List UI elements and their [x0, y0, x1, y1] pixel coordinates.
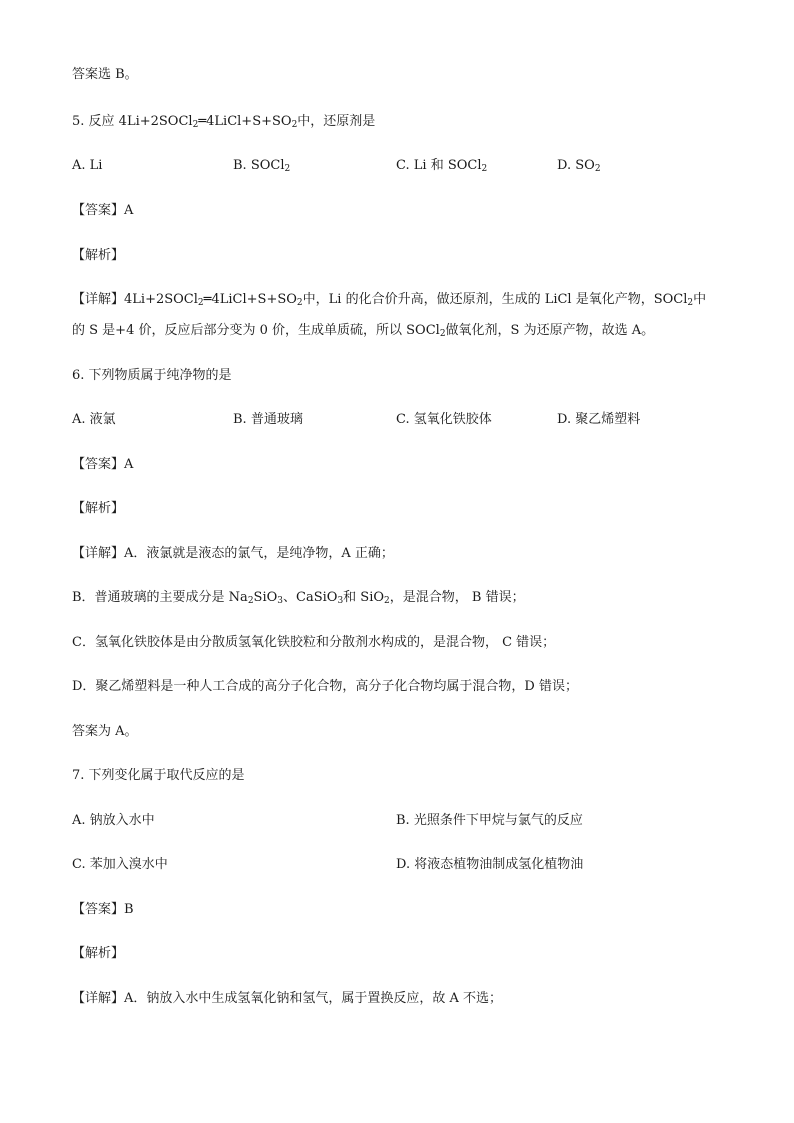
q6-analysis-heading: 【解析】 — [72, 501, 125, 516]
q6-option-b: B. 普通玻璃 — [233, 412, 303, 427]
q7-option-a: A. 钠放入水中 — [72, 813, 155, 828]
q6-detail-a: 【详解】A．液氯就是液态的氯气，是纯净物，A 正确； — [72, 546, 394, 561]
q6-stem: 6. 下列物质属于纯净物的是 — [72, 368, 232, 383]
q6-detail-c: C．氢氧化铁胶体是由分散质氢氧化铁胶粒和分散剂水构成的，是混合物， C 错误； — [72, 635, 556, 650]
q6-option-d: D. 聚乙烯塑料 — [557, 412, 641, 427]
q7-answer: 【答案】B — [72, 902, 134, 917]
q7-option-d: D. 将液态植物油制成氢化植物油 — [396, 857, 584, 872]
q6-number: 6. — [72, 368, 85, 383]
q7-stem: 7. 下列变化属于取代反应的是 — [72, 768, 245, 783]
q6-option-a: A. 液氯 — [72, 412, 116, 427]
q7-option-c: C. 苯加入溴水中 — [72, 857, 168, 872]
q6-detail-d: D．聚乙烯塑料是一种人工合成的高分子化合物，高分子化合物均属于混合物，D 错误； — [72, 679, 578, 694]
detail-tag: 【详解】 — [72, 292, 125, 307]
q6-option-c: C. 氢氧化铁胶体 — [396, 412, 492, 427]
q5-option-b: B. SOCl$_2$ — [233, 158, 291, 174]
q5-number: 5. — [72, 114, 85, 129]
q6-detail-b: B．普通玻璃的主要成分是 $Na_2SiO_3$、CaSiO$_3$和 SiO$_2$，是混合物， B 错误； — [72, 590, 525, 606]
q7-analysis-heading: 【解析】 — [72, 946, 125, 961]
q6-answer: 【答案】A — [72, 457, 134, 472]
q5-option-a: A. Li — [72, 158, 103, 173]
answer-tag: 【答案】 — [72, 203, 125, 218]
q5-answer: 【答案】A — [72, 203, 134, 218]
q5-analysis-heading: 【解析】 — [72, 248, 125, 263]
q5-detail-line-2: 的 S 是+4 价，反应后部分变为 0 价，生成单质硫，所以 SOCl$_2$做氧化剂，S 为还原产物，故选 A。 — [72, 323, 655, 339]
q5-detail-line-1: 【详解】$4Li+2SOCl_2═4LiCl+S+SO_2$中，Li 的化合价升高，做还原剂，生成的 LiCl 是氧化产物，SOCl$_2$中 — [72, 292, 707, 308]
q7-option-b: B. 光照条件下甲烷与氯气的反应 — [396, 813, 583, 828]
q7-number: 7. — [72, 768, 85, 783]
prev-answer-conclusion: 答案选 B。 — [72, 67, 138, 82]
q6-conclusion: 答案为 A。 — [72, 724, 138, 739]
q5-option-c: C. Li 和 SOCl$_2$ — [396, 158, 488, 174]
q5-stem: 5. 反应 $4Li+2SOCl_2═4LiCl+S+SO_2$中，还原剂是 — [72, 114, 376, 130]
q5-option-d: D. $SO_2$ — [557, 158, 601, 174]
q7-detail-a: 【详解】A．钠放入水中生成氢氧化钠和氢气，属于置换反应，故 A 不选； — [72, 991, 503, 1006]
